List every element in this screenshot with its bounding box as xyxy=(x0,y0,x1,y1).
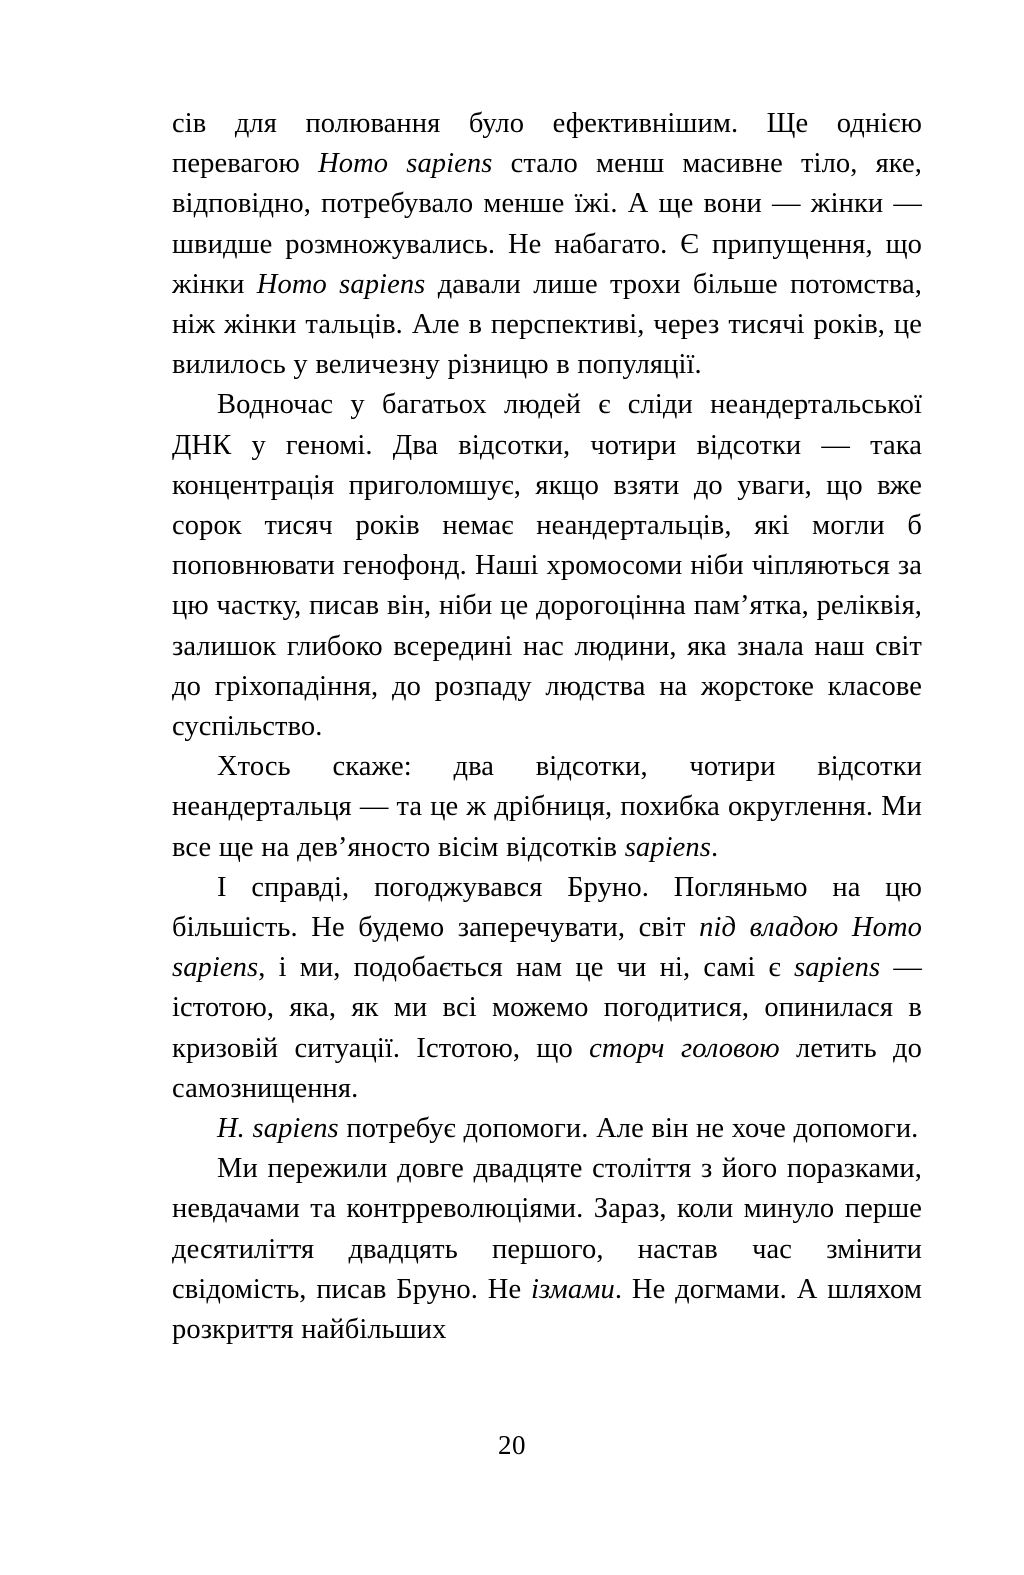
text-run: Ми пережили довге двадцяте століття з його поразками, невдачами та контрреволюціями. Зараз, коли минуло перше десятиліття двадцять першого, настав час змінити свідомість, писав Бруно. Не xyxy=(172,1153,922,1305)
text-run: летить до самознищення. xyxy=(172,1032,922,1104)
italic-run: Homo sapiens xyxy=(318,148,493,180)
text-run: — істотою, яка, як ми всі можемо погодитися, опинилася в кризовій ситуації. Істотою, що xyxy=(172,952,922,1064)
text-run: сів для полювання було ефективнішим. Ще однією перевагою xyxy=(172,108,922,180)
italic-run: під владою Homo sapiens xyxy=(172,912,922,984)
text-run: . Не догмами. А шляхом розкриття найбільших xyxy=(172,1273,922,1346)
text-run: потребує допомоги. Але він не хоче допомоги. xyxy=(338,1113,919,1145)
text-run: , і ми, подобається нам це чи ні, самі є xyxy=(258,952,795,984)
italic-run: H. sapiens xyxy=(217,1113,339,1145)
text-run: Хтось скаже: два відсотки, чотири відсотки неандертальця — та це ж дрібниця, похибка округлення. Ми все ще на дев’яносто вісім відсотків xyxy=(172,751,922,863)
italic-run: сторч головою xyxy=(589,1032,780,1064)
italic-run: ізмами xyxy=(531,1273,615,1305)
italic-run: Homo sapiens xyxy=(256,268,426,300)
paragraph-6 xyxy=(172,1149,922,1350)
text-run: стало менш масивне тіло, яке, відповідно, потребувало менше їжі. А ще вони — жінки — швидше розмножувались. Не набагато. Є припущення, що жінки xyxy=(172,148,923,300)
text-run: . xyxy=(710,831,719,863)
text-run: І справді, погоджувався Бруно. Погляньмо на цю більшість. Не будемо заперечувати, світ xyxy=(172,871,922,944)
page-text-block xyxy=(172,104,922,1350)
paragraph-4 xyxy=(172,868,922,1109)
paragraph-2 xyxy=(172,385,922,747)
page-number: 20 xyxy=(498,1430,526,1460)
paragraph-3 xyxy=(172,747,922,868)
paragraph-5 xyxy=(172,1109,922,1149)
italic-run: sapiens xyxy=(794,952,881,984)
text-run: Водночас у багатьох людей є сліди неандертальської ДНК у геномі. Два відсотки, чотири відсотки — така концентрація приголомшує, якщо взяти до уваги, що вже сорок тисяч років немає неандертальців, які могли б поповнювати генофонд. Наші хромосоми ніби чіпляються за цю частку, писав він, ніби це дорогоцінна пам’ятка, реліквія, залишок глибоко всередині нас людини, яка знала наш світ до гріхопадіння, до розпаду людства на жорстоке класове суспільство. xyxy=(172,389,922,743)
italic-run: sapiens xyxy=(624,831,711,863)
paragraph-1 xyxy=(172,104,922,385)
text-run: давали лише трохи більше потомства, ніж жінки тальців. Але в перспективі, через тисячі років, це вилилось у величезну різницю в популяції. xyxy=(172,268,922,381)
